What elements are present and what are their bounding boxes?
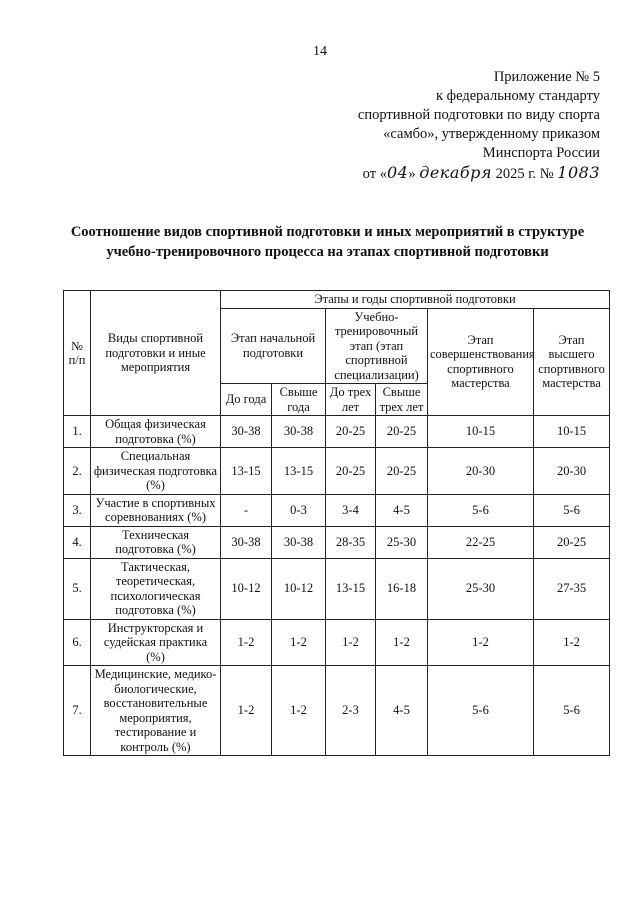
row-value: 25-30 xyxy=(428,558,534,619)
row-value: 20-30 xyxy=(428,448,534,495)
header-initial-sub-2: Свыше года xyxy=(272,384,326,416)
row-number: 2. xyxy=(64,448,91,495)
row-value: 1-2 xyxy=(221,619,272,666)
row-value: 28-35 xyxy=(326,526,376,558)
row-number: 5. xyxy=(64,558,91,619)
header-higher-stage: Этап высшего спортивного мастерства xyxy=(534,308,610,416)
row-value: 5-6 xyxy=(534,494,610,526)
date-mid: » xyxy=(408,166,420,182)
row-value: 22-25 xyxy=(428,526,534,558)
table-row xyxy=(64,448,610,495)
row-value: 10-15 xyxy=(428,416,534,448)
row-kind: Участие в спортивных соревнованиях (%) xyxy=(91,494,221,526)
header-training-sub-1: До трех лет xyxy=(326,384,376,416)
row-value: 10-12 xyxy=(221,558,272,619)
row-value: 1-2 xyxy=(221,666,272,756)
row-value: 1-2 xyxy=(326,619,376,666)
row-value: 1-2 xyxy=(534,619,610,666)
appendix-line-1: Приложение № 5 xyxy=(493,69,600,85)
row-value: 1-2 xyxy=(428,619,534,666)
date-prefix: от « xyxy=(362,166,387,182)
row-value: 10-12 xyxy=(272,558,326,619)
row-value: 20-25 xyxy=(326,416,376,448)
row-value: 20-25 xyxy=(376,448,428,495)
order-year: 2025 г. № xyxy=(492,166,558,182)
row-value: 5-6 xyxy=(534,666,610,756)
table-row xyxy=(64,416,610,448)
row-value: 5-6 xyxy=(428,666,534,756)
row-value: 10-15 xyxy=(534,416,610,448)
table-row xyxy=(64,526,610,558)
row-value: 0-3 xyxy=(272,494,326,526)
row-value: 5-6 xyxy=(428,494,534,526)
header-initial-sub-1: До года xyxy=(221,384,272,416)
row-value: 27-35 xyxy=(534,558,610,619)
row-number: 3. xyxy=(64,494,91,526)
handwritten-month: декабря xyxy=(419,163,492,182)
appendix-line-2: к федеральному стандарту xyxy=(436,88,600,104)
row-value: 1-2 xyxy=(376,619,428,666)
header-initial-stage: Этап начальной подготовки xyxy=(221,308,326,384)
title-line-1: Соотношение видов спортивной подготовки и иных мероприятий в структуре xyxy=(70,224,585,240)
row-value: 1-2 xyxy=(272,666,326,756)
row-value: 4-5 xyxy=(376,666,428,756)
row-value: 30-38 xyxy=(272,416,326,448)
table-row xyxy=(64,494,610,526)
row-value: - xyxy=(221,494,272,526)
header-kinds: Виды спортивной подготовки и иные мероприятия xyxy=(91,291,221,416)
header-training-sub-2: Свыше трех лет xyxy=(376,384,428,416)
row-value: 20-25 xyxy=(376,416,428,448)
ratio-table xyxy=(63,290,610,756)
row-number: 1. xyxy=(64,416,91,448)
row-value: 13-15 xyxy=(272,448,326,495)
header-row-1 xyxy=(64,291,610,309)
row-kind: Инструкторская и судейская практика (%) xyxy=(91,619,221,666)
row-value: 20-25 xyxy=(534,526,610,558)
appendix-line-5: Минспорта России xyxy=(482,145,600,161)
handwritten-day: 04 xyxy=(386,163,409,182)
table-row xyxy=(64,666,610,756)
header-training-stage: Учебно-тренировочный этап (этап спортивной специализации) xyxy=(326,308,428,384)
title-line-2: учебно-тренировочного процесса на этапах спортивной подготовки xyxy=(106,244,549,260)
row-kind: Техническая подготовка (%) xyxy=(91,526,221,558)
appendix-line-4: «самбо», утвержденному приказом xyxy=(383,126,600,142)
row-value: 1-2 xyxy=(272,619,326,666)
document-title xyxy=(40,222,615,262)
row-kind: Общая физическая подготовка (%) xyxy=(91,416,221,448)
row-value: 16-18 xyxy=(376,558,428,619)
row-value: 30-38 xyxy=(221,416,272,448)
row-value: 30-38 xyxy=(272,526,326,558)
table-row xyxy=(64,558,610,619)
row-value: 30-38 xyxy=(221,526,272,558)
order-date-line xyxy=(320,163,600,184)
row-kind: Специальная физическая подготовка (%) xyxy=(91,448,221,495)
row-value: 13-15 xyxy=(326,558,376,619)
row-number: 7. xyxy=(64,666,91,756)
row-value: 20-30 xyxy=(534,448,610,495)
row-number: 6. xyxy=(64,619,91,666)
row-number: 4. xyxy=(64,526,91,558)
table-row xyxy=(64,619,610,666)
header-improvement-stage: Этап совершенствования спортивного мастерства xyxy=(428,308,534,416)
page-number: 14 xyxy=(313,44,327,59)
row-kind: Тактическая, теоретическая, психологическая подготовка (%) xyxy=(91,558,221,619)
row-value: 13-15 xyxy=(221,448,272,495)
appendix-line-3: спортивной подготовки по виду спорта xyxy=(357,107,600,123)
row-value: 4-5 xyxy=(376,494,428,526)
header-num: № п/п xyxy=(64,291,91,416)
row-value: 25-30 xyxy=(376,526,428,558)
row-value: 20-25 xyxy=(326,448,376,495)
header-stages: Этапы и годы спортивной подготовки xyxy=(221,291,610,309)
row-value: 3-4 xyxy=(326,494,376,526)
handwritten-order-number: 1083 xyxy=(557,163,600,182)
row-value: 2-3 xyxy=(326,666,376,756)
row-kind: Медицинские, медико-биологические, восстановительные мероприятия, тестирование и контроль (%) xyxy=(91,666,221,756)
appendix-block xyxy=(320,68,600,184)
